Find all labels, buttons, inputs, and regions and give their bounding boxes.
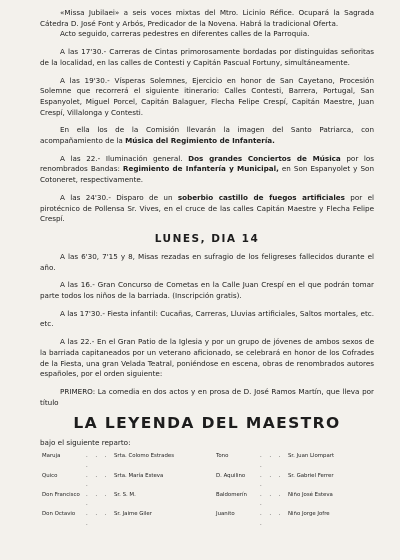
text-run: A las 17'30.- Carreras de Cintas primorosamente bordadas por distinguidas señoritas de la localidad, en las calles de Contesti y Capitán Pascual Fortuny, simultáneamente. [40, 47, 374, 67]
text-run: A las 6'30, 7'15 y 8, Misas rezadas en sufragio de los feligreses fallecidos durante el año. [40, 251, 374, 272]
cast-leader-dots: . . . . [260, 491, 284, 508]
cast-leader-dots: . . . . [260, 472, 284, 489]
cast-actor: Sr. Jaime Giler [114, 510, 152, 517]
text-run: por el pirotécnico de Pollensa Sr. Vives, en el cruce de las calles Capitán Maestre y Flecha Felipe Crespí. [40, 192, 374, 224]
cast-role: Tono [216, 453, 229, 460]
text-run: en Son Espanyolet y Son Cotoneret, respectivamente. [40, 164, 374, 185]
cast-actor: Sr. Gabriel Ferrer [288, 472, 334, 479]
cast-actor: Niño Jorge Jofre [288, 510, 330, 517]
paragraph-velada [40, 337, 374, 380]
cast-leader-dots: . . . . [86, 472, 110, 489]
text-run: A las 19'30.- Vísperas Solemnes, Ejercicio en honor de San Cayetano, Procesión Solemne que recorrerá el siguiente itinerario: Calles Contesti, Barrera, Portugal, San Espanyolet, Miguel Porcel, Capitán Balaguer, Flecha Felipe Crespí, Capitán Maestre, Juan Crespí, Villalonga y Contesti. [40, 75, 374, 117]
cast-leader-dots: . . . . [86, 491, 110, 508]
paragraph-misas [40, 252, 374, 273]
cast-role: Don Francisco [42, 491, 80, 498]
text-run: A las 16.- Gran Concurso de Cometas en la Calle Juan Crespí en el que podrán tomar parte todos los niños de la barriada. (Inscripción gratis). [40, 280, 374, 301]
paragraph-cometas [40, 280, 374, 301]
cast-actor: Sr. S. M. [114, 491, 136, 498]
text-run: A las 24'30.- Disparo de un [60, 192, 178, 202]
cast-role: Baldomerín [216, 491, 247, 498]
paragraph-missa [40, 8, 374, 29]
bold-run: soberbio castillo de fuegos artificiales [177, 192, 345, 202]
cast-leader-dots: . . . . [86, 510, 110, 527]
cast-role: Don Octavio [42, 510, 76, 517]
paragraph-fiesta-infantil [40, 309, 374, 330]
paragraph-carreras-pedestres [40, 29, 374, 40]
text-run: A las 22.- Iluminación general. [60, 153, 189, 163]
cast-role: D. Aquilino [216, 472, 246, 479]
cast-actor: Srta. Colomo Estrades [114, 453, 174, 460]
paragraph-carreras-cintas [40, 47, 374, 68]
play-title: LA LEYENDA DEL MAESTRO [73, 414, 341, 433]
cast-actor: Niño José Esteva [288, 491, 333, 498]
cast-list [42, 452, 374, 529]
cast-row [216, 472, 364, 491]
text-run: PRIMERO: La comedia en dos actos y en prosa de D. José Ramos Martín, que lleva por título [40, 386, 374, 407]
cast-row [216, 452, 364, 471]
cast-row [216, 510, 364, 529]
day-heading: LUNES, DIA 14 [154, 232, 260, 245]
cast-leader-dots: . . . . [260, 510, 284, 527]
text-run: por los renombrados Bandas: [40, 153, 375, 174]
cast-column-left [42, 452, 190, 529]
cast-row [42, 452, 190, 471]
paragraph-comision [40, 125, 374, 146]
paragraph-conciertos [40, 154, 374, 186]
cast-row [42, 472, 190, 491]
cast-actor: Sr. Juan Llompart [288, 453, 335, 460]
cast-intro: bajo el siguiente reparto: [40, 438, 131, 448]
bold-run: Regimiento de Infantería y Municipal, [122, 164, 279, 174]
cast-role: Quico [42, 472, 58, 479]
cast-column-right [216, 452, 364, 529]
text-run: A las 22.- En el Gran Patio de la Iglesia y por un grupo de jóvenes de ambos sexos de la barriada capitaneados por un veterano aficionado, se celebrará en honor de los Cofrades de la Fiesta, una gran Velada Teatral, poniéndose en escena, obras de renombrados autores españoles, por el orden siguiente: [40, 337, 374, 379]
cast-actor: Srta. María Esteva [114, 472, 164, 479]
text-run: A las 17'30.- Fiesta infantil: Cucañas, Carreras, Lluvias artificiales, Saltos mortales, etc. etc. [40, 308, 374, 329]
cast-row [42, 491, 190, 510]
cast-leader-dots: . . . . [86, 453, 110, 469]
text-run: «Missa Jubilaei» a seis voces mixtas del Mtro. Licinio Réfice. Ocupará la Sagrada Cátedra D. José Font y Arbós, Predicador de la Novena. Habrá la tradicional Oferta. [40, 8, 374, 28]
paragraph-fuegos [40, 193, 374, 225]
text-run: Acto seguido, carreras pedestres en diferentes calles de la Parroquia. [60, 29, 310, 39]
bold-run: Música del Regimiento de Infantería. [125, 136, 275, 146]
bold-run: Dos grandes Conciertos de Música [188, 153, 341, 163]
cast-leader-dots: . . . . [260, 453, 284, 469]
text-run: En ella los de la Comisión llevarán la imagen del Santo Patriarca, con acompañamiento de la [40, 125, 374, 146]
cast-role: Maruja [42, 453, 61, 460]
paragraph-visperas [40, 76, 374, 119]
cast-row [42, 510, 190, 529]
cast-role: Juanito [216, 510, 235, 517]
paragraph-primero [40, 387, 374, 408]
cast-row [216, 491, 364, 510]
